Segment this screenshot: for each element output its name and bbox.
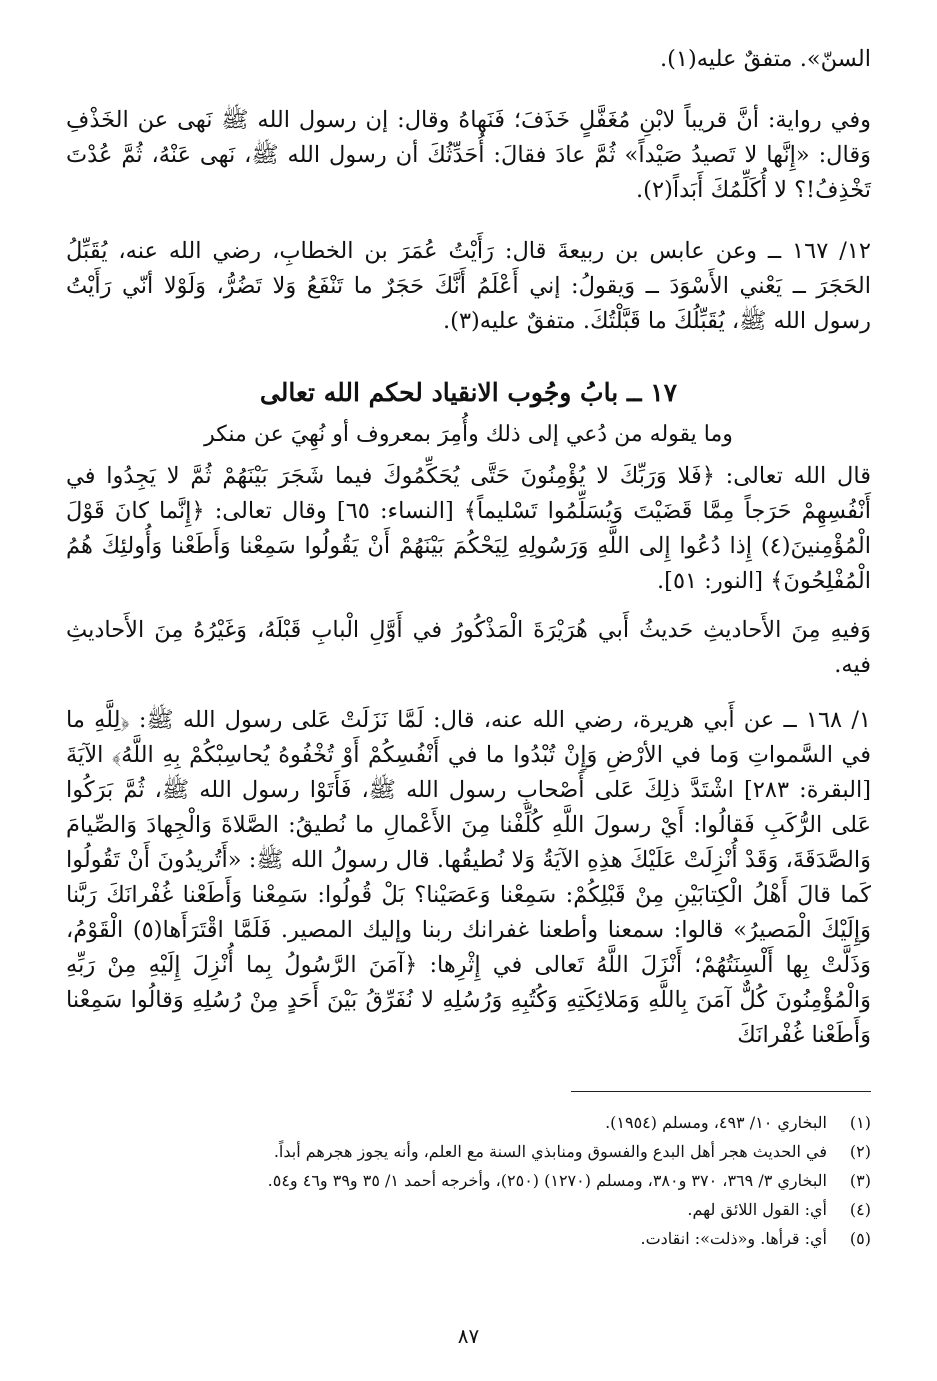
text-paragraph-narration: وفي رواية: أنَّ قريباً لابْنِ مُغَفَّلٍ خَذَفَ؛ فَنَهاهُ وقال: إن رسول الله ﷺ نَهى عن الخَذْفِ وَقال: «إِنَّها لا تَصيدُ صَيْداً» ثُمَّ عادَ فقالَ: أُحَدِّثُكَ أن رسول الله ﷺ، نَهى عَنْهُ، ثُمَّ عُدْتَ تَخْذِفُ!؟ لا أُكَلِّمُكَ أَبَداً(٢). [66, 107, 871, 203]
footnote-number: (٣) [849, 1171, 871, 1190]
footnote-text: في الحديث هجر أهل البدع والفسوق ومنابذي السنة مع العلم، وأنه يجوز هجرهم أبداً. [273, 1142, 827, 1161]
page-number: ٨٧ [457, 1324, 480, 1348]
footnote-text: أي: قرأها. و«ذلت»: انقادت. [640, 1229, 827, 1248]
footnote-number: (٤) [849, 1200, 871, 1219]
quran-verses-paragraph: قال الله تعالى: ﴿فَلا وَرَبِّكَ لا يُؤْمِنُونَ حَتَّى يُحَكِّمُوكَ فيما شَجَرَ بَيْنَهُمْ ثُمَّ لا يَجِدُوا في أَنْفُسِهِمْ حَرَجاً مِمَّا قَضَيْتَ وَيُسَلِّمُوا تَسْليماً﴾ [النساء: ٦٥] وقال تعالى: ﴿إِنَّما كانَ قَوْلَ الْمُؤْمِنينَ(٤) إِذا دُعُوا إِلى اللَّهِ وَرَسُولِهِ لِيَحْكُمَ بَيْنَهُمْ أَنْ يَقُولُوا سَمِعْنا وَأَطَعْنا وَأُولئِكَ هُمُ الْمُفْلِحُونَ﴾ [النور: ٥١]. [66, 463, 871, 594]
footnote-text: البخاري ٣/ ٣٦٩، ٣٧٠ و٣٨٠، ومسلم (١٢٧٠) (٢٥٠)، وأخرجه أحمد ١/ ٣٥ و٣٩ و٤٦ و٥٤. [267, 1171, 827, 1190]
footnote-text: البخاري ١٠/ ٤٩٣، ومسلم (١٩٥٤). [605, 1113, 827, 1132]
hadith-167: ١٢/ ١٦٧ ــ وعن عابس بن ربيعةَ قال: رَأَيْتُ عُمَرَ بن الخطابِ، رضي الله عنه، يُقَبِّلُ الحَجَرَ ــ يَعْني الأَسْوَدَ ــ وَيقولُ: إني أَعْلَمُ أَنَّكَ حَجَرٌ ما تَنْفَعُ وَلا تَضُرُّ، وَلَوْلا أنّي رَأَيْتُ رسول الله ﷺ، يُقَبِّلُكَ ما قَبَّلْتُكَ. متفقٌ عليه(٣). [66, 238, 871, 334]
hadith-168: ١/ ١٦٨ ــ عن أَبي هريرة، رضي الله عنه، قال: لَمَّا نَزَلَتْ عَلى رسول الله ﷺ: ﴿لِلَّهِ ما في السَّمواتِ وَما في الأرْضِ وَإِنْ تُبْدُوا ما في أَنْفُسِكُمْ أَوْ تُخْفُوهُ يُحاسِبْكُمْ بِهِ اللَّهُ﴾ الآيَةَ [البقرة: ٢٨٣] اشْتَدَّ ذلِكَ عَلى أَصْحابِ رسول الله ﷺ، فَأَتَوْا رسول الله ﷺ، ثُمَّ بَرَكُوا عَلى الرُّكَبِ فَقالُوا: أَيْ رسولَ اللَّهِ كُلِّفْنا مِنَ الأَعْمالِ ما نُطيقُ: الصَّلاةَ وَالْجِهادَ وَالصِّيامَ وَالصَّدَقَةَ، وَقَدْ أُنْزِلَتْ عَلَيْكَ هذِهِ الآيَةُ وَلا نُطيقُها. قال رسولُ الله ﷺ: «أَتُريدُونَ أَنْ تَقُولُوا كَما قالَ أَهْلُ الْكِتابَيْنِ مِنْ قَبْلِكُمْ: سَمِعْنا وَعَصَيْنا؟ بَلْ قُولُوا: سَمِعْنا وَأَطَعْنا غُفْرانَكَ رَبَّنا وَإِلَيْكَ الْمَصيرُ» قالوا: سمعنا وأطعنا غفرانك ربنا وإليك المصير. فَلَمَّا اقْتَرَأَها(٥) الْقَوْمُ، وَذَلَّتْ بِها أَلْسِنَتُهُمْ؛ أَنْزَلَ اللَّهُ تَعالى في إِثْرِها: ﴿آمَنَ الرَّسُولُ بِما أُنْزِلَ إِلَيْهِ مِنْ رَبِّهِ وَالْمُؤْمِنُونَ كُلٌّ آمَنَ بِاللَّهِ وَمَلائِكَتِهِ وَكُتُبِهِ وَرُسُلِهِ لا نُفَرِّقُ بَيْنَ أَحَدٍ مِنْ رُسُلِهِ وَقالُوا سَمِعْنا وَأَطَعْنا غُفْرانَكَ [66, 707, 871, 1048]
footnote [66, 1195, 871, 1224]
footnote-text: أي: القول اللائق لهم. [687, 1200, 827, 1219]
footnote-number: (٢) [849, 1142, 871, 1161]
text-paragraph-continuation: السنّ». متفقٌ عليه(١). [659, 46, 871, 72]
footnotes [66, 1108, 871, 1253]
chapter-title: ١٧ ــ بابُ وجُوب الانقياد لحكم الله تعالى [259, 378, 678, 407]
footnote [66, 1108, 871, 1137]
footnote [66, 1166, 871, 1195]
footnote-divider [571, 1091, 871, 1092]
chapter-subtitle: وما يقوله من دُعي إلى ذلك وأُمِرَ بمعروف أو نُهِيَ عن منكر [204, 422, 733, 447]
footnote [66, 1137, 871, 1166]
footnote [66, 1224, 871, 1253]
footnote-number: (٥) [849, 1229, 871, 1248]
chapter-note-paragraph: وَفيهِ مِنَ الأَحاديثِ حَديثُ أَبي هُرَيْرَةَ الْمَذْكُورُ في أَوَّلِ الْبابِ قَبْلَهُ، وَغَيْرُهُ مِنَ الأَحاديثِ فيه. [66, 617, 871, 678]
footnote-number: (١) [849, 1113, 871, 1132]
